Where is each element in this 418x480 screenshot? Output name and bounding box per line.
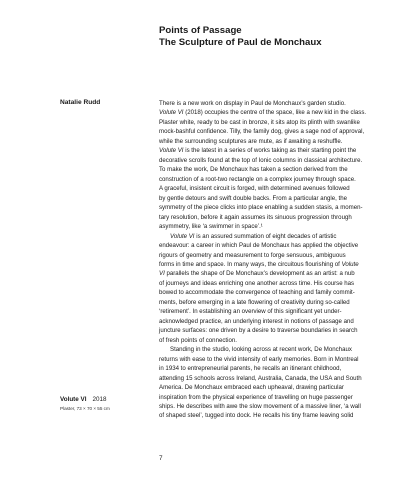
body-line: returns with ease to the vivid intensity of early memories. Born in Montreal: [159, 355, 359, 363]
caption-year: 2018: [92, 396, 107, 403]
caption-title: Volute VI: [60, 396, 87, 403]
caption-details: Plaster, 73 × 70 × 55 cm: [60, 405, 110, 411]
title-line-2: The Sculpture of Paul de Monchaux: [159, 37, 322, 48]
page-number: 7: [159, 455, 163, 462]
body-line: Volute VI (2018) occupies the centre of the space, like a new kid in the class.: [159, 109, 367, 117]
body-line: attending 15 schools across Ireland, Australia, Canada, the USA and South: [159, 374, 362, 382]
body-line: symmetry of the piece clicks into place enabling a sudden stasis, a momen-: [159, 204, 363, 212]
body-line: of shaped steel’, tugged into dock. He recalls his tiny frame leaving solid: [159, 412, 354, 420]
body-line: America. De Monchaux embraced each upheaval, drawing particular: [159, 384, 344, 392]
body-line: forms in time and space. In many ways, the circuitous flourishing of Volute: [159, 260, 359, 268]
body-line: Volute VI is an assured summation of eight decades of artistic: [170, 232, 337, 240]
body-line: VI parallels the shape of De Monchaux’s development as an artist: a nub: [159, 270, 355, 278]
body-line: inspiration from the physical experience of travelling on huge passenger: [159, 393, 353, 401]
body-line: construction of a root-two rectangle on a complex journey through space.: [159, 175, 356, 183]
body-line: asymmetry, like ‘a swimmer in space’.¹: [159, 223, 263, 231]
body-line: ships. He describes with awe the slow movement of a massive liner, ‘a wall: [159, 403, 361, 410]
title-line-1: Points of Passage: [159, 25, 242, 36]
body-text: [159, 99, 366, 421]
body-line: in 1934 to entrepreneurial parents, he recalls an itinerant childhood,: [159, 365, 342, 373]
body-line: acknowledged practice, an underlying interest in notions of passage and: [159, 317, 354, 325]
figure-caption: [60, 396, 110, 413]
body-line: endeavour: a career in which Paul de Monchaux has applied the objective: [159, 242, 359, 250]
body-line: bowed to accommodate the convergence of teaching and family commit-: [159, 289, 355, 297]
body-line: of fresh points of connection.: [159, 336, 237, 344]
body-line: tary resolution, before it again assumes its sinuous progression through: [159, 213, 352, 221]
body-line: ‘retirement’. In establishing an overview of this significant yet under-: [159, 308, 342, 316]
body-line: Plaster white, ready to be cast in bronze, it sits atop its plinth with swanlike: [159, 118, 360, 126]
author-name: Natalie Rudd: [60, 99, 101, 106]
body-line: rigours of geometry and measurement to forge sensuous, ambiguous: [159, 251, 346, 259]
page-title: [159, 25, 322, 49]
body-line: Volute VI is the latest in a series of works taking as their starting point the: [159, 147, 357, 155]
body-line: To make the work, De Monchaux has taken a section derived from the: [159, 166, 348, 174]
body-line: There is a new work on display in Paul de Monchaux’s garden studio.: [159, 100, 346, 107]
body-line: decorative scrolls found at the top of Ionic columns in classical architecture.: [159, 156, 363, 164]
body-line: ments, before emerging in a late flowering of creativity during so-called: [159, 298, 350, 306]
body-line: of journeys and ideas enriching one another across time. His course has: [159, 279, 355, 287]
body-line: mock-bashful confidence. Tilly, the family dog, gives a sage nod of approval,: [159, 128, 365, 136]
body-line: Standing in the studio, looking across at recent work, De Monchaux: [170, 346, 352, 354]
body-line: juncture surfaces: one driven by a desire to traverse boundaries in search: [159, 327, 358, 335]
body-line: A graceful, insistent circuit is forged, with determined avenues followed: [159, 185, 350, 193]
body-line: while the surrounding sculptures are mute, as if awaiting a reshuffle.: [159, 137, 343, 145]
body-line: by gentle detours and swift double backs. From a particular angle, the: [159, 194, 347, 202]
